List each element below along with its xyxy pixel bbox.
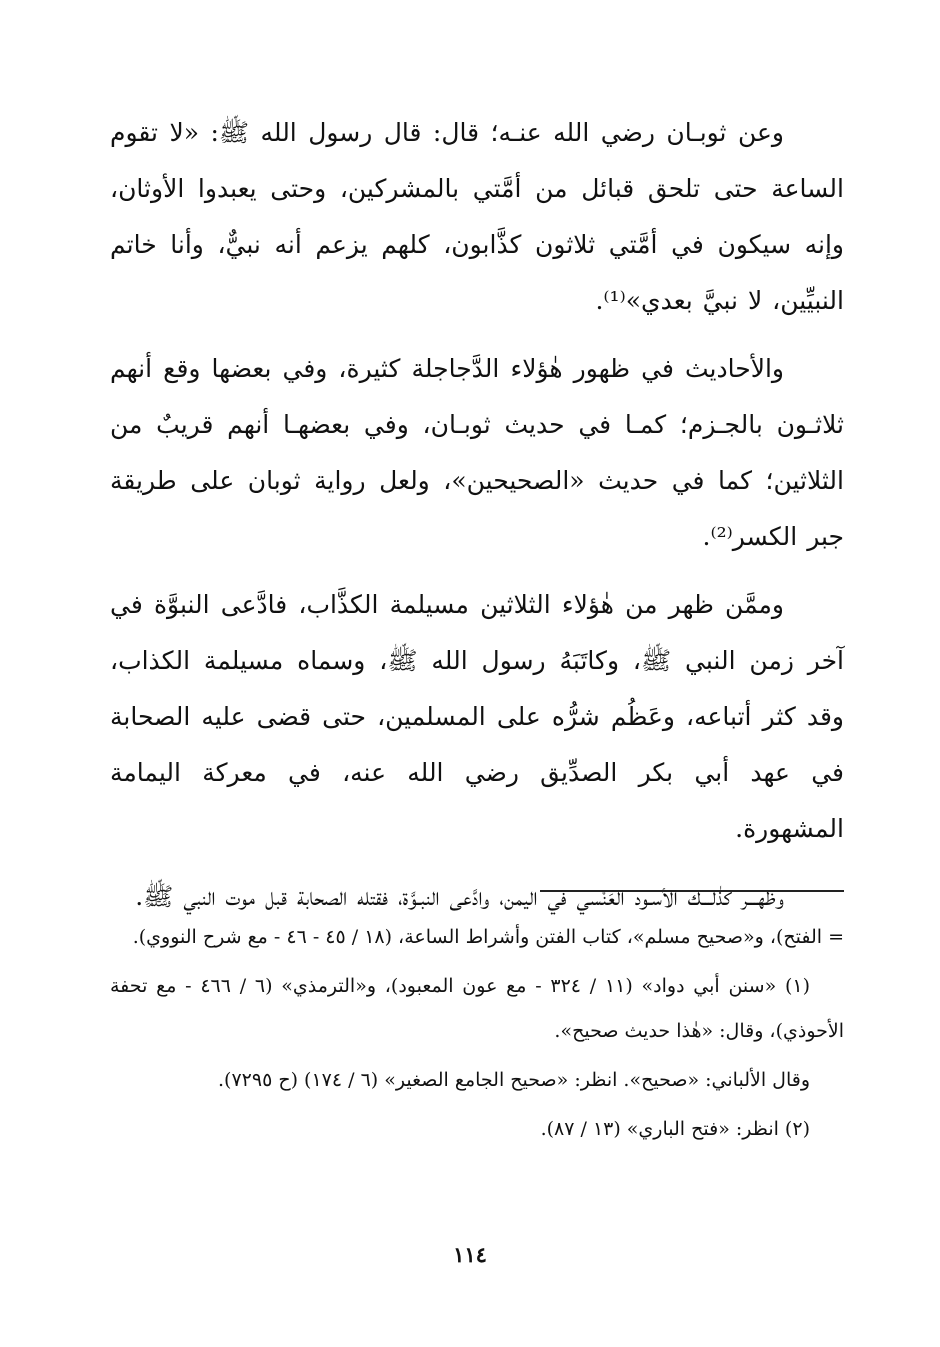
footnotes [110, 915, 844, 1156]
footnote-separator [540, 890, 844, 892]
paragraph-thawban-hadith: وعن ثوبـان رضي الله عنـه؛ قال: قال رسول الله ﷺ: «لا تقوم الساعة حتى تلحق قبائل من أمَّتي بالمشركين، وحتى يعبدوا الأوثان، وإنه سيكون في أمَّتي ثلاثون كذَّابون، كلهم يزعم أنه نبيٌّ، وأنا خاتم النبيِّين، لا نبيَّ بعدي»⁽¹⁾. [110, 118, 844, 315]
footnote-continuation: = الفتح)، و«صحيح مسلم»، كتاب الفتن وأشراط الساعة، (١٨ / ٤٥ - ٤٦ - مع شرح النووي). [132, 926, 844, 948]
footnote-2: (٢) انظر: «فتح الباري» (١٣ / ٨٧). [540, 1118, 810, 1140]
paragraph-dajjals-count: والأحاديث في ظهور هٰؤلاء الدَّجاجلة كثيرة، وفي بعضها وقع أنهم ثلاثـون بالجـزم؛ كمـا في حديث ثوبـان، وفي بعضهـا أنهم قريبٌ من الثلاثين؛ كما في حديث «الصحيحين»، ولعل رواية ثوبان على طريقة جبر الكسر⁽²⁾. [110, 354, 844, 551]
paragraph-aswad-ansi: وظهـــر كذٰلـــك الأسـود العَنْسي في اليمن، وادَّعى النبـوَّة، فقتله الصحابة قبل موت النبي ﷺ. [135, 882, 784, 911]
footnote-1: (١) «سنن أبي دواد» (١١ / ٣٢٤ - مع عون المعبود)، و«الترمذي» (٦ / ٤٦٦ - مع تحفة الأحوذي)، وقال: «هٰذا حديث صحيح». [110, 975, 844, 1042]
footnote-1-continuation: وقال الألباني: «صحيح». انظر: «صحيح الجامع الصغير» (٦ / ١٧٤) (ح ٧٢٩٥). [218, 1069, 810, 1091]
paragraph-musaylima: وممَّن ظهر من هٰؤلاء الثلاثين مسيلمة الكذَّاب، فادَّعى النبوَّة في آخر زمن النبي ﷺ، وكاتَبَهُ رسول الله ﷺ، وسماه مسيلمة الكذاب، وقد كثر أتباعه، وعَظُم شرُّه على المسلمين، حتى قضى عليه الصحابة في عهد أبي بكر الصدِّيق رضي الله عنه، في معركة اليمامة المشهورة. [110, 590, 844, 843]
page-number: ١١٤ [453, 1242, 487, 1267]
main-text [110, 105, 844, 937]
